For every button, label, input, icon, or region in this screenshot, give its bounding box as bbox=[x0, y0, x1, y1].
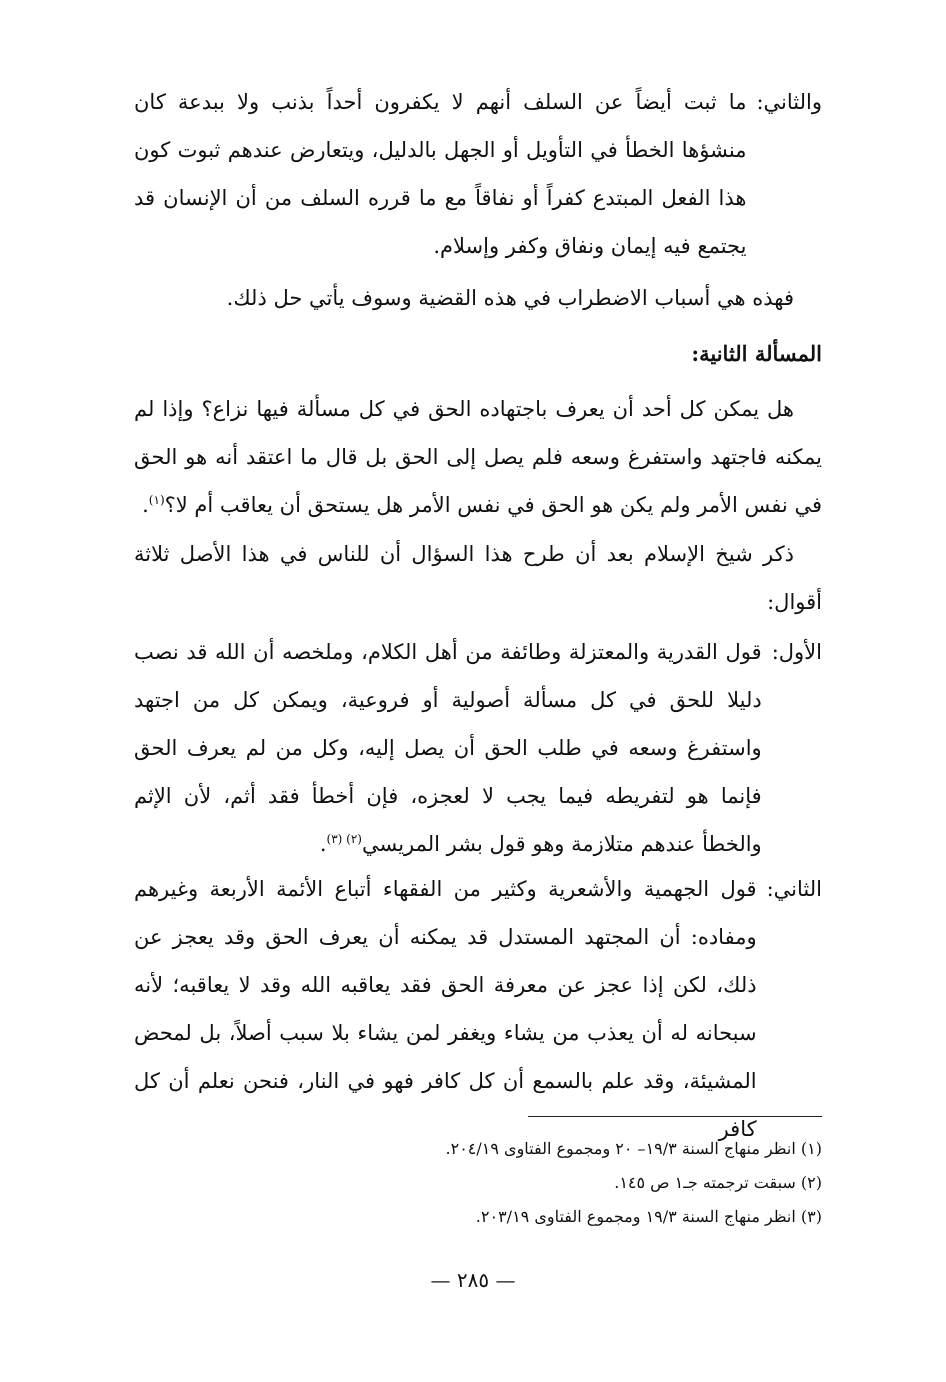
opinion-end: . bbox=[319, 832, 327, 856]
item-label: الأول: bbox=[771, 640, 822, 664]
conclusion-paragraph: فهذه هي أسباب الاضطراب في هذه القضية وسوف يأتي حل ذلك. bbox=[226, 286, 794, 310]
section-heading: المسألة الثانية: bbox=[691, 341, 822, 366]
footnote-refs-2-3[interactable]: (٢) (٣) bbox=[326, 832, 362, 846]
question-text: هل يمكن كل أحد أن يعرف باجتهاده الحق في كل مسألة فيها نزاع؟ وإذا لم يمكنه فاجتهد واستفرغ وسعه فلم يصل إلى الحق بل قال ما اعتقد أنه هو الحق في نفس الأمر ولم يكن هو الحق في نفس الأمر هل يستحق أن يعاقب أم لا؟ bbox=[134, 397, 822, 517]
hanging-item bbox=[134, 865, 822, 1153]
item-label: والثاني: bbox=[756, 90, 822, 114]
question-end: . bbox=[142, 493, 149, 517]
item-text: قول الجهمية والأشعرية وكثير من الفقهاء أتباع الأئمة الأربعة وغيرهم ومفاده: أن المجتهد المستدل قد يمكنه أن يعرف الحق وقد يعجز عن ذلك، لكن إذا عجز عن معرفة الحق فقد يعاقبه الله وقد لا يعاقبه؛ لأنه سبحانه له أن يعذب من يشاء ويغفر لمن يشاء بلا سبب أصلاً، بل لمحض المشيئة، وقد علم بالسمع أن كل كافر فهو في النار، فنحن نعلم أن كل كافر bbox=[134, 877, 757, 1141]
opinion-first bbox=[134, 628, 822, 868]
footnote-divider bbox=[528, 1116, 822, 1117]
footnote-3: (٣) انظر منهاج السنة ١٩/٣ ومجموع الفتاوى ٢٠٣/١٩. bbox=[475, 1207, 822, 1226]
item-text: ما ثبت أيضاً عن السلف أنهم لا يكفرون أحداً بذنب ولا ببدعة كان منشؤها الخطأ في التأويل أو الجهل بالدليل، ويتعارض عندهم ثبوت كون هذا الفعل المبتدع كفراً أو نفاقاً مع ما قرره السلف من أن الإنسان قد يجتمع فيه إيمان ونفاق وكفر وإسلام. bbox=[134, 90, 747, 258]
hanging-item bbox=[134, 628, 822, 868]
footnotes bbox=[200, 1132, 822, 1234]
question-paragraph bbox=[134, 385, 822, 529]
item-text bbox=[134, 628, 762, 868]
intro-paragraph: ذكر شيخ الإسلام بعد أن طرح هذا السؤال أن للناس في هذا الأصل ثلاثة أقوال: bbox=[134, 542, 822, 614]
first-item bbox=[134, 78, 822, 270]
item-label: الثاني: bbox=[766, 877, 822, 901]
footnote-1: (١) انظر منهاج السنة ١٩/٣– ٢٠ ومجموع الفتاوى ٢٠٤/١٩. bbox=[445, 1139, 822, 1158]
hanging-item bbox=[134, 78, 822, 270]
footnote-2: (٢) سبقت ترجمته جـ١ ص ١٤٥. bbox=[614, 1173, 822, 1192]
footnote-ref-1[interactable]: (١) bbox=[148, 493, 165, 507]
opinion-text: قول القدرية والمعتزلة وطائفة من أهل الكلام، وملخصه أن الله قد نصب دليلا للحق في كل مسألة أصولية أو فروعية، ويمكن كل من اجتهد واستفرغ وسعه في طلب الحق أن يصل إليه، وكل من لم يعرف الحق فإنما هو لتفريطه فيما يجب لا لعجزه، فإن أخطأ فقد أثم، لأن الإثم والخطأ عندهم متلازمة وهو قول بشر المريسي bbox=[134, 640, 762, 856]
opinion-second bbox=[134, 865, 822, 1153]
page-number: — ٢٨٥ — bbox=[430, 1268, 516, 1292]
